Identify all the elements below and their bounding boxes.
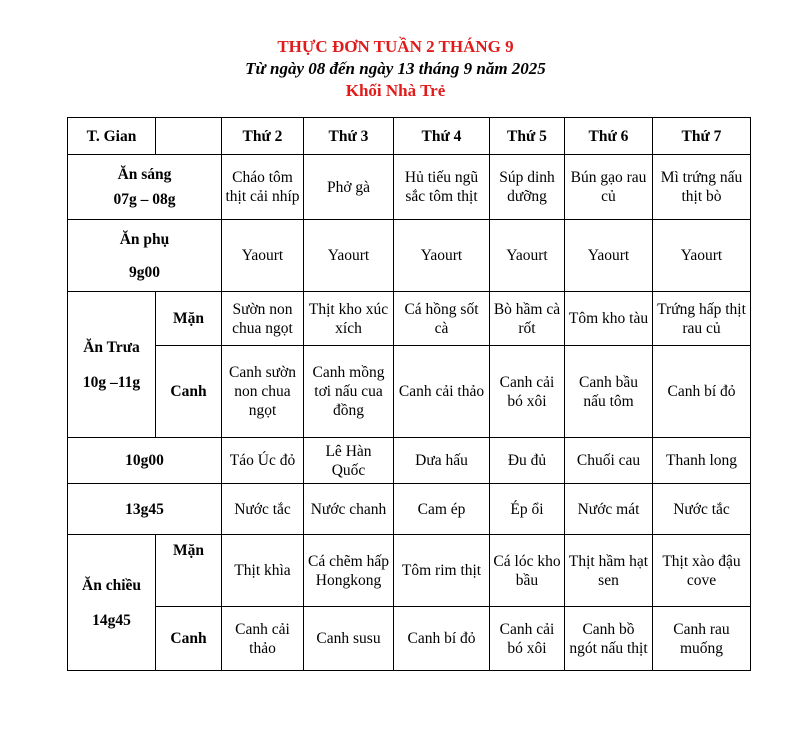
header-blank: [156, 118, 222, 155]
menu-cell: Bò hầm cà rốt: [490, 292, 565, 346]
dinner-time: 14g45: [92, 611, 131, 629]
menu-cell: Nước tắc: [653, 484, 751, 535]
drink-row: [68, 484, 751, 535]
lunch-label: Ăn Trưa: [83, 338, 140, 356]
menu-cell: Cá chẽm hấp Hongkong: [304, 535, 394, 607]
snack-row: [68, 220, 751, 292]
menu-cell: Hủ tiếu ngũ sắc tôm thịt: [394, 155, 490, 220]
menu-cell: Dưa hấu: [394, 438, 490, 484]
lunch-man-label: Mặn: [156, 292, 222, 346]
menu-cell: Canh susu: [304, 607, 394, 671]
lunch-canh-row: [68, 346, 751, 438]
fruit-time: 10g00: [68, 438, 222, 484]
menu-cell: Canh cải thảo: [222, 607, 304, 671]
header-day: Thứ 5: [490, 118, 565, 155]
menu-cell: Sườn non chua ngọt: [222, 292, 304, 346]
breakfast-row: [68, 155, 751, 220]
menu-cell: Lê Hàn Quốc: [304, 438, 394, 484]
dinner-man-row: [68, 535, 751, 607]
menu-cell: Mì trứng nấu thịt bò: [653, 155, 751, 220]
menu-cell: Nước chanh: [304, 484, 394, 535]
snack-time: 9g00: [129, 263, 160, 281]
menu-cell: Canh bí đỏ: [394, 607, 490, 671]
lunch-time: 10g –11g: [82, 373, 141, 391]
menu-cell: Yaourt: [653, 220, 751, 292]
lunch-canh-label: Canh: [156, 346, 222, 438]
header-day: Thứ 3: [304, 118, 394, 155]
menu-cell: Thịt xào đậu cove: [653, 535, 751, 607]
menu-cell: Canh rau muống: [653, 607, 751, 671]
menu-cell: Canh bí đỏ: [653, 346, 751, 438]
menu-cell: Chuối cau: [565, 438, 653, 484]
menu-cell: Canh cải thảo: [394, 346, 490, 438]
title-block: [0, 36, 791, 102]
menu-title: THỰC ĐƠN TUẦN 2 THÁNG 9: [277, 37, 514, 56]
menu-cell: Táo Úc đỏ: [222, 438, 304, 484]
menu-cell: Yaourt: [490, 220, 565, 292]
menu-cell: Yaourt: [394, 220, 490, 292]
dinner-canh-label: Canh: [156, 607, 222, 671]
menu-cell: Yaourt: [304, 220, 394, 292]
date-range: Từ ngày 08 đến ngày 13 tháng 9 năm 2025: [245, 59, 546, 78]
menu-cell: Canh mồng tơi nấu cua đồng: [304, 346, 394, 438]
menu-cell: Súp dinh dưỡng: [490, 155, 565, 220]
dinner-canh-row: [68, 607, 751, 671]
lunch-label-cell: [68, 292, 156, 438]
header-day: Thứ 6: [565, 118, 653, 155]
menu-cell: Yaourt: [565, 220, 653, 292]
menu-cell: Canh cải bó xôi: [490, 607, 565, 671]
breakfast-time: 07g – 08g: [113, 191, 176, 208]
snack-label-cell: [68, 220, 222, 292]
header-day: Thứ 2: [222, 118, 304, 155]
header-day: Thứ 4: [394, 118, 490, 155]
header-row: [68, 118, 751, 155]
menu-cell: Canh bồ ngót nấu thịt: [565, 607, 653, 671]
menu-cell: Cá lóc kho bầu: [490, 535, 565, 607]
menu-cell: Tôm rim thịt: [394, 535, 490, 607]
menu-cell: Nước mát: [565, 484, 653, 535]
drink-time: 13g45: [68, 484, 222, 535]
menu-cell: Yaourt: [222, 220, 304, 292]
snack-label: Ăn phụ: [119, 230, 170, 248]
menu-cell: Bún gạo rau củ: [565, 155, 653, 220]
menu-cell: Thịt hầm hạt sen: [565, 535, 653, 607]
menu-cell: Thanh long: [653, 438, 751, 484]
menu-cell: Thịt khìa: [222, 535, 304, 607]
menu-cell: Ép ổi: [490, 484, 565, 535]
group-name: Khối Nhà Trẻ: [345, 81, 446, 100]
menu-cell: Đu đủ: [490, 438, 565, 484]
breakfast-label-cell: [68, 155, 222, 220]
menu-cell: Cá hồng sốt cà: [394, 292, 490, 346]
menu-cell: Thịt kho xúc xích: [304, 292, 394, 346]
menu-cell: Canh cải bó xôi: [490, 346, 565, 438]
menu-cell: Cháo tôm thịt cải nhíp: [222, 155, 304, 220]
menu-cell: Canh bầu nấu tôm: [565, 346, 653, 438]
menu-cell: Tôm kho tàu: [565, 292, 653, 346]
breakfast-label: Ăn sáng: [117, 166, 172, 183]
menu-cell: Nước tắc: [222, 484, 304, 535]
menu-cell: Trứng hấp thịt rau củ: [653, 292, 751, 346]
menu-table: [67, 117, 751, 671]
menu-cell: Phở gà: [304, 155, 394, 220]
fruit-row: [68, 438, 751, 484]
dinner-label-cell: [68, 535, 156, 671]
dinner-man-label: Mặn: [156, 535, 222, 607]
header-day: Thứ 7: [653, 118, 751, 155]
header-time: T. Gian: [68, 118, 156, 155]
menu-cell: Canh sườn non chua ngọt: [222, 346, 304, 438]
lunch-man-row: [68, 292, 751, 346]
menu-cell: Cam ép: [394, 484, 490, 535]
dinner-label: Ăn chiều: [82, 576, 141, 594]
